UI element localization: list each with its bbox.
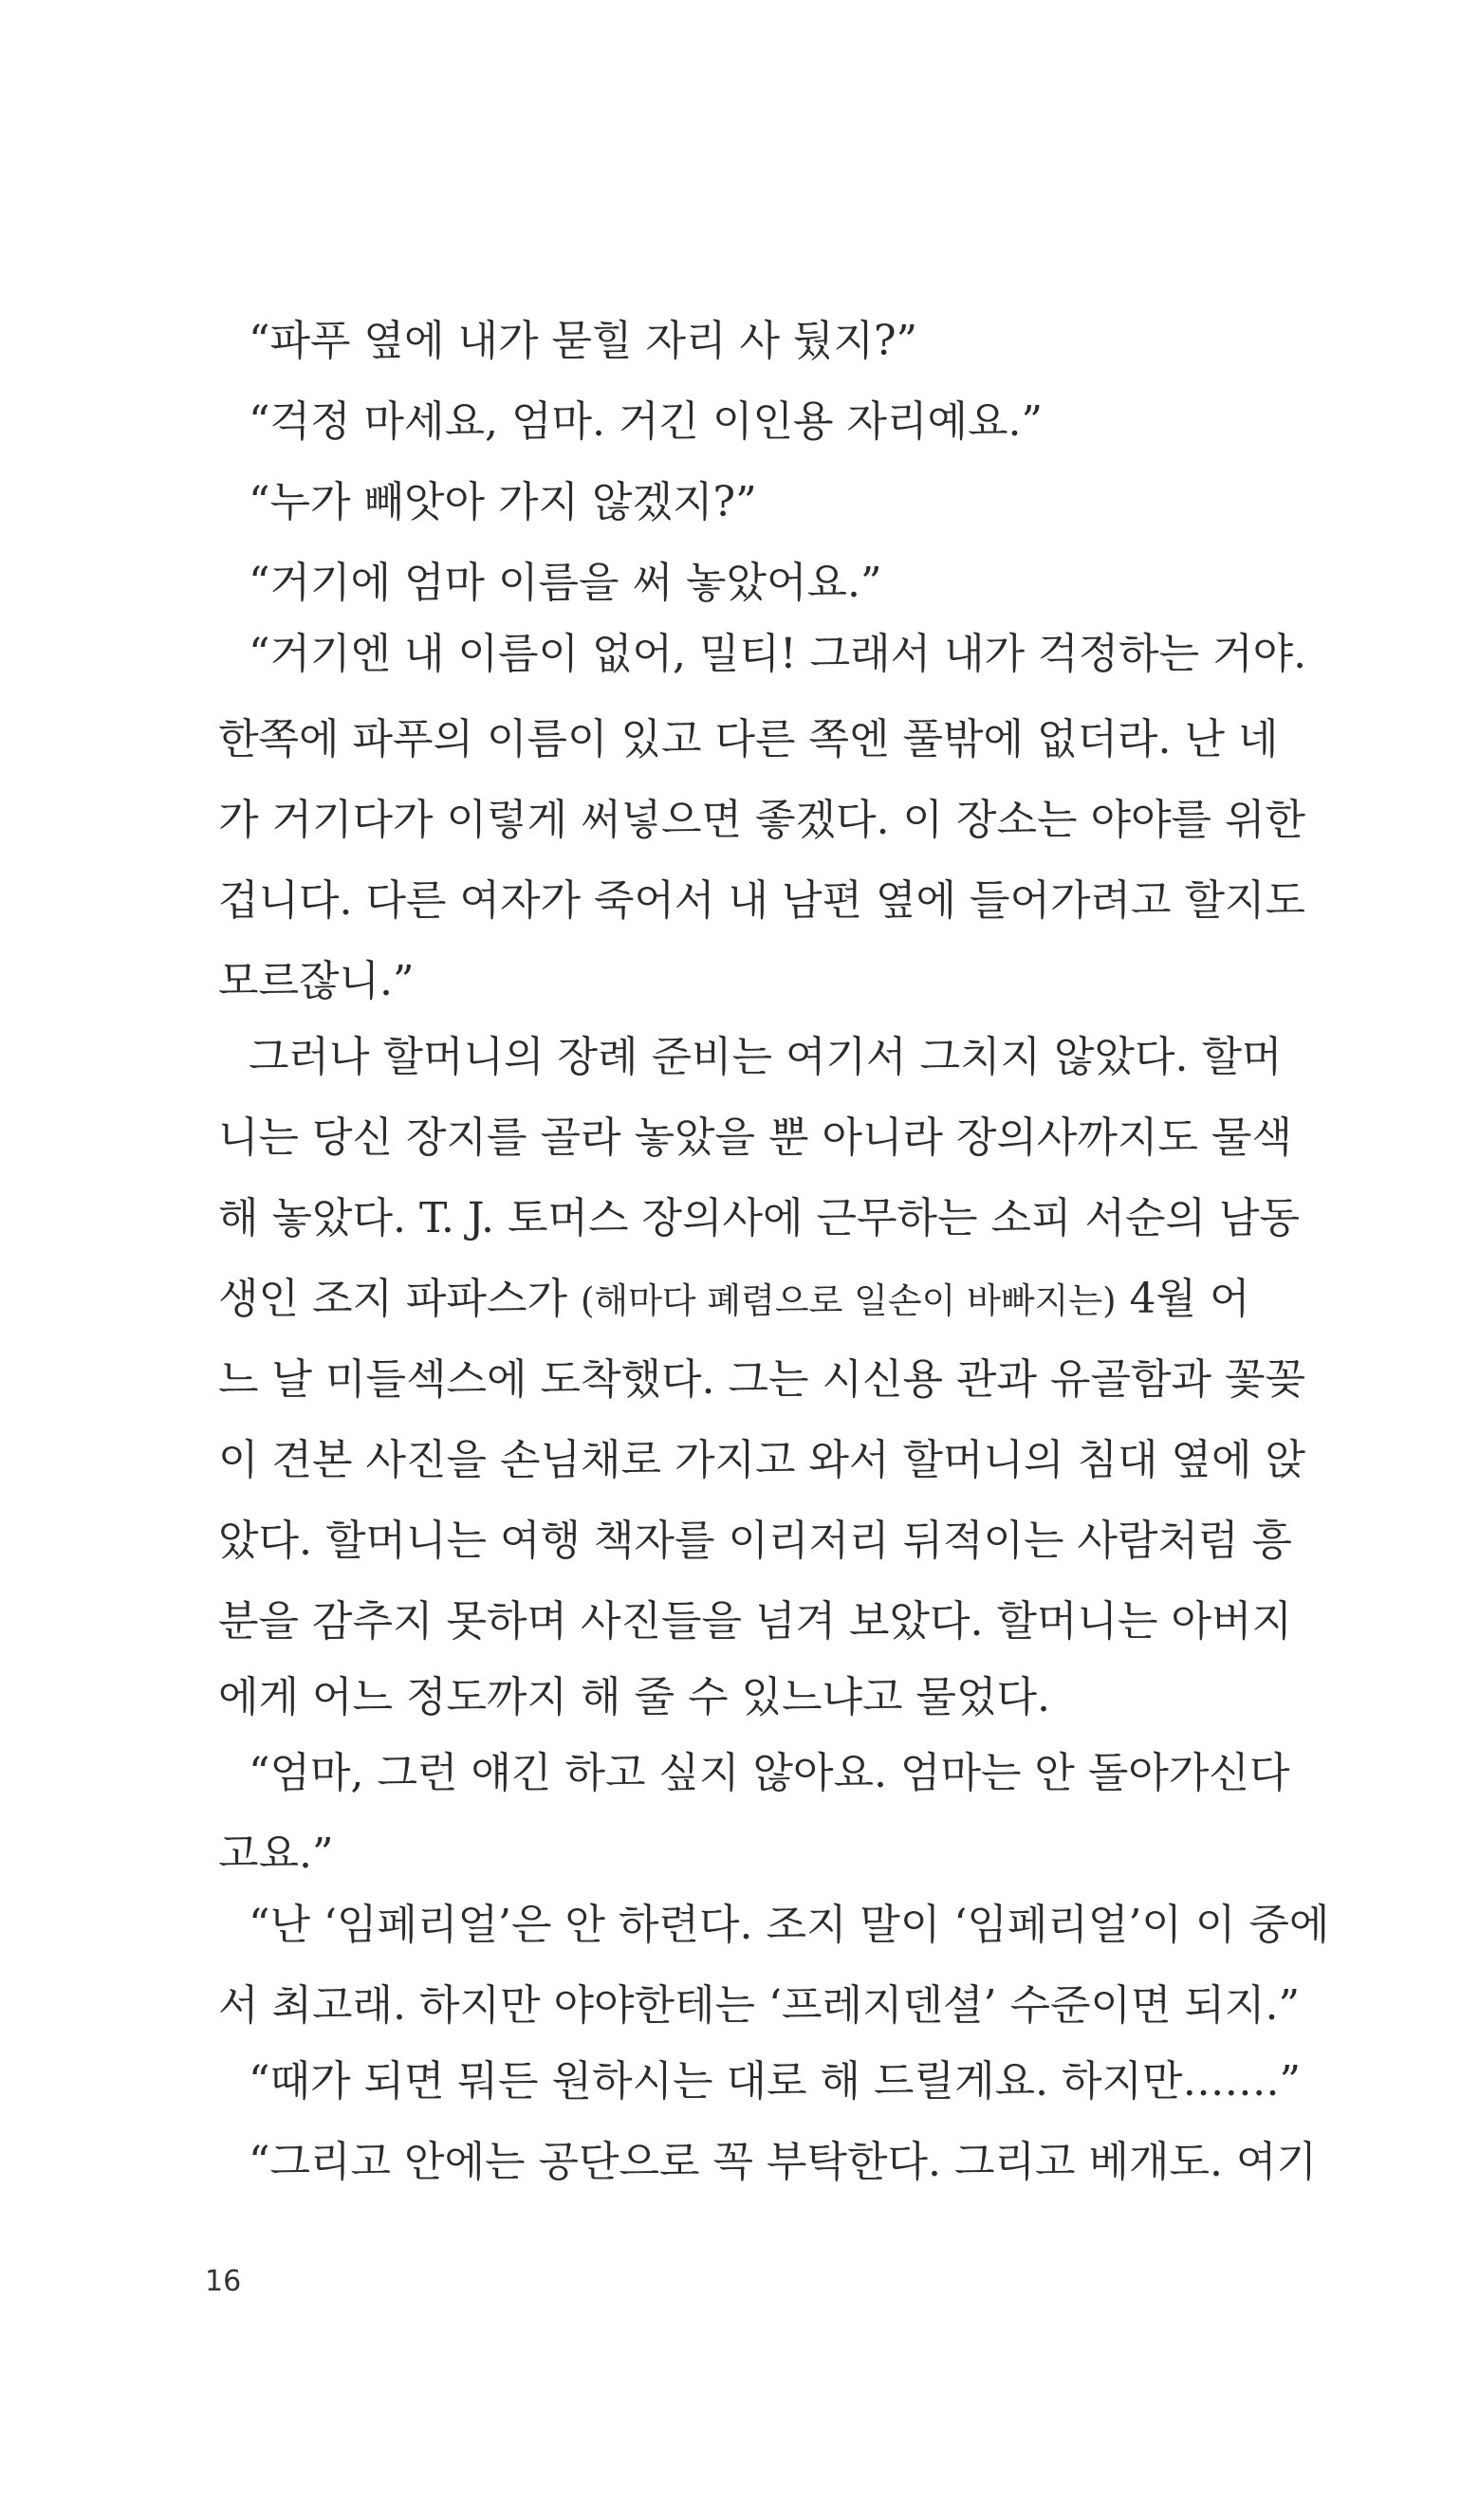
- text-line: “누가 빼앗아 가지 않겠지?”: [249, 478, 757, 526]
- text-line: “엄마, 그런 얘긴 하고 싶지 않아요. 엄마는 안 돌아가신다: [249, 1749, 1290, 1797]
- text-line: 고요.”: [218, 1830, 334, 1878]
- text-line: “파푸 옆에 내가 묻힐 자리 사 뒀지?”: [249, 317, 918, 365]
- text-segment: 생인 조지 파파스가: [218, 1275, 581, 1323]
- text-line: 니는 당신 장지를 골라 놓았을 뿐 아니라 장의사까지도 물색: [218, 1113, 1292, 1162]
- text-line: “그리고 안에는 공단으로 꼭 부탁한다. 그리고 베개도. 여기: [249, 2138, 1317, 2186]
- text-line: [218, 1271, 1262, 1330]
- text-line: 가 거기다가 이렇게 써넣으면 좋겠다. 이 장소는 야야를 위한: [218, 796, 1305, 844]
- text-segment: 4월 어: [1116, 1275, 1250, 1323]
- text-line: 그러나 할머니의 장례 준비는 여기서 그치지 않았다. 할머: [249, 1033, 1283, 1081]
- text-line: 모르잖니.”: [218, 957, 415, 1005]
- text-line: “난 ‘임페리얼’은 안 하련다. 조지 말이 ‘임페리얼’이 이 중에: [249, 1901, 1330, 1949]
- text-line: “거기엔 내 이름이 없어, 밀티! 그래서 내가 걱정하는 거야.: [249, 630, 1307, 678]
- parenthetical-text: (해마다 폐렴으로 일손이 바빠지는): [581, 1280, 1117, 1321]
- text-line: “거기에 엄마 이름을 써 놓았어요.”: [249, 559, 882, 607]
- text-line: 았다. 할머니는 여행 책자를 이리저리 뒤적이는 사람처럼 흥: [218, 1517, 1292, 1565]
- text-line: 이 견본 사진을 손님채로 가지고 와서 할머니의 침대 옆에 앉: [218, 1436, 1305, 1484]
- text-line: 해 놓았다. T. J. 토머스 장의사에 근무하는 소피 서순의 남동: [218, 1194, 1301, 1242]
- text-line: 분을 감추지 못하며 사진들을 넘겨 보았다. 할머니는 아버지: [218, 1597, 1292, 1646]
- text-line: “때가 되면 뭐든 원하시는 대로 해 드릴게요. 하지만…….”: [249, 2057, 1301, 2106]
- text-line: 느 날 미들섹스에 도착했다. 그는 시신용 관과 유골함과 꽃꽂: [218, 1355, 1305, 1404]
- text-line: 겁니다. 다른 여자가 죽어서 내 남편 옆에 들어가려고 할지도: [218, 876, 1305, 925]
- text-line: 한쪽에 파푸의 이름이 있고 다른 쪽엔 풀밖에 없더라. 난 네: [218, 715, 1279, 763]
- page-number: 16: [205, 2265, 242, 2298]
- text-line: 에게 어느 정도까지 해 줄 수 있느냐고 물었다.: [218, 1673, 1050, 1721]
- text-line: “걱정 마세요, 엄마. 거긴 이인용 자리예요.”: [249, 397, 1043, 446]
- text-line: 서 최고래. 하지만 야야한테는 ‘프레지덴셜’ 수준이면 되지.”: [218, 1981, 1300, 2030]
